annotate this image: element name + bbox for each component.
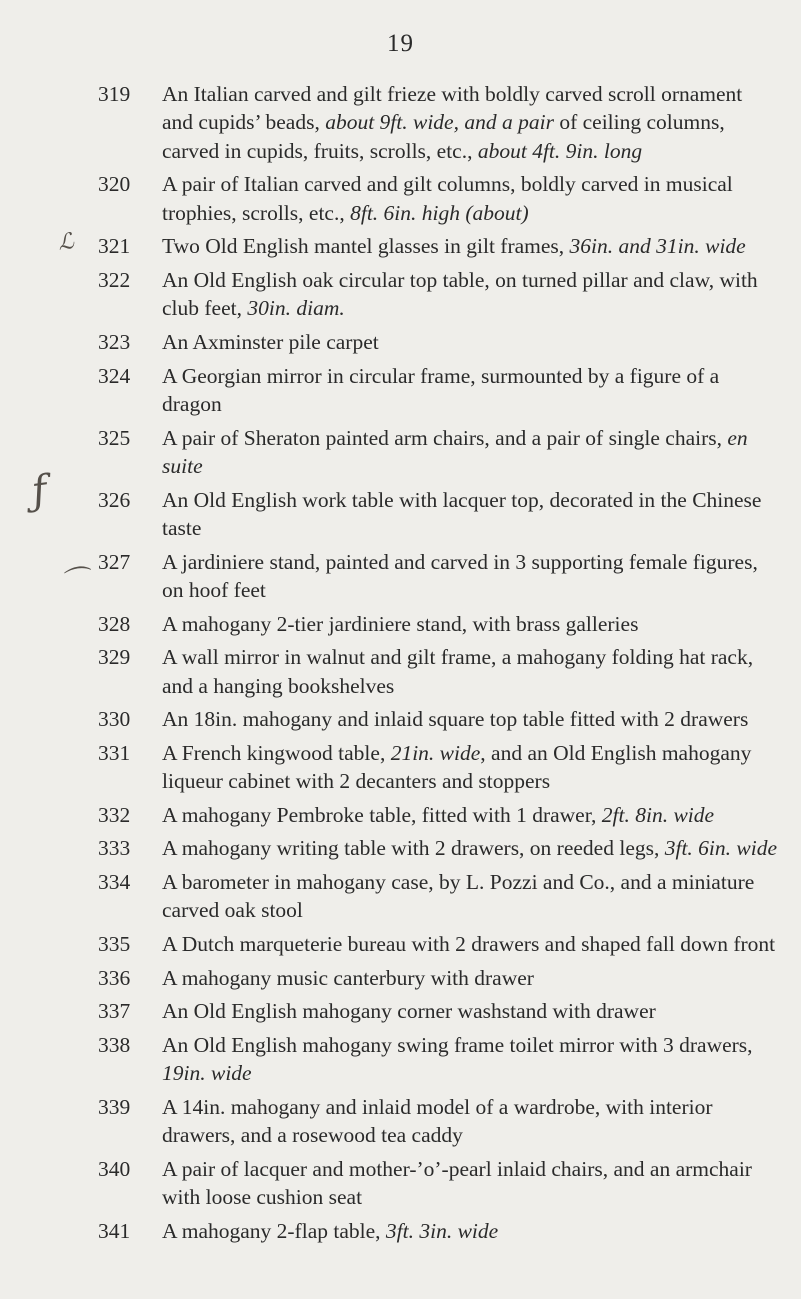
page-number: 19 bbox=[387, 30, 414, 57]
lot-entry bbox=[98, 801, 778, 829]
lot-description-text: A mahogany 2-flap table, bbox=[162, 1218, 386, 1243]
lot-description-text: An Old English mahogany swing frame toilet mirror with 3 drawers, bbox=[162, 1032, 753, 1057]
lot-dimensions: 30in. diam. bbox=[247, 296, 345, 321]
lot-description bbox=[162, 964, 778, 992]
lot-entry bbox=[98, 997, 778, 1025]
lot-description-text: A Dutch marqueterie bureau with 2 drawers and shaped fall down front bbox=[162, 931, 776, 956]
lot-description-text: An Italian carved and gilt frieze with boldly carved scroll ornament and cupids’ beads, bbox=[162, 82, 743, 135]
lot-entry bbox=[98, 834, 778, 862]
lot-description-text: A mahogany 2-tier jardiniere stand, with brass galleries bbox=[162, 611, 639, 636]
lot-description bbox=[162, 801, 778, 829]
lot-description bbox=[162, 328, 778, 356]
lot-dimensions: 2ft. 8in. wide bbox=[601, 802, 715, 827]
lot-entry bbox=[98, 643, 778, 700]
lot-number: 322 bbox=[98, 268, 131, 292]
lot-description-text: An Old English work table with lacquer top, decorated in the Chinese taste bbox=[162, 487, 762, 540]
lot-description-text: A French kingwood table, bbox=[162, 740, 391, 765]
lot-description bbox=[162, 232, 778, 260]
lot-description-text: A pair of lacquer and mother-’o’-pearl inlaid chairs, and an armchair with loose cushion seat bbox=[162, 1156, 752, 1210]
lot-description bbox=[162, 266, 778, 323]
lot-dimensions: 36in. and 31in. wide bbox=[569, 234, 746, 259]
lot-entry bbox=[98, 1155, 778, 1212]
lot-description bbox=[162, 486, 778, 543]
lot-entry bbox=[98, 548, 778, 605]
lot-entry bbox=[98, 362, 778, 419]
handwritten-mark: ƒ bbox=[28, 467, 50, 515]
lot-description bbox=[162, 362, 778, 419]
lot-dimensions: en suite bbox=[162, 425, 748, 478]
handwritten-mark: ℒ bbox=[56, 229, 76, 256]
lot-entry bbox=[98, 705, 778, 733]
lot-description-text: Two Old English mantel glasses in gilt frames, bbox=[162, 234, 570, 259]
lot-description-text: An Old English mahogany corner washstand with drawer bbox=[162, 999, 656, 1024]
lot-dimensions-secondary: about 4ft. 9in. long bbox=[477, 138, 643, 163]
lot-description bbox=[162, 548, 778, 605]
lot-description-text: An 18in. mahogany and inlaid square top table fitted with 2 drawers bbox=[162, 707, 749, 732]
lot-description bbox=[162, 997, 778, 1025]
lot-description-text: A pair of Italian carved and gilt columns, boldly carved in musical trophies, scrolls, etc., bbox=[162, 172, 733, 225]
lot-entry bbox=[98, 232, 778, 260]
lot-description bbox=[162, 1217, 778, 1245]
lot-entry bbox=[98, 610, 778, 638]
lot-description bbox=[162, 1093, 778, 1150]
lot-description bbox=[162, 610, 778, 638]
lot-number: 320 bbox=[98, 172, 131, 197]
lot-description bbox=[162, 80, 778, 165]
lot-number: 319 bbox=[98, 82, 131, 106]
lot-description bbox=[162, 424, 778, 481]
lot-description-text: A mahogany Pembroke table, fitted with 1 drawer, bbox=[162, 802, 602, 827]
lot-number: 323 bbox=[98, 330, 131, 354]
lot-number: 335 bbox=[98, 931, 131, 956]
lot-number: 338 bbox=[98, 1032, 131, 1057]
lot-entry bbox=[98, 328, 778, 356]
handwritten-mark: ⌒ bbox=[58, 563, 91, 600]
lot-entry bbox=[98, 1031, 778, 1088]
lot-number: 325 bbox=[98, 425, 131, 450]
lot-number: 333 bbox=[98, 836, 131, 861]
lot-dimensions: 3ft. 3in. wide bbox=[385, 1218, 499, 1243]
lot-entry bbox=[98, 424, 778, 481]
lot-dimensions: 3ft. 6in. wide bbox=[664, 836, 778, 861]
lot-number: 327 bbox=[98, 549, 131, 574]
lot-description bbox=[162, 868, 778, 925]
lot-description-text: A mahogany music canterbury with drawer bbox=[162, 965, 534, 990]
lot-description bbox=[162, 170, 778, 227]
lot-description bbox=[162, 1031, 778, 1088]
lot-description-continued: of ceiling columns, carved in cupids, fruits, scrolls, etc., bbox=[162, 110, 725, 163]
lot-number: 326 bbox=[98, 487, 131, 512]
lot-number: 331 bbox=[98, 740, 131, 765]
lot-description-text: A pair of Sheraton painted arm chairs, and a pair of single chairs, bbox=[162, 425, 728, 450]
lot-description-text: A Georgian mirror in circular frame, surmounted by a figure of a dragon bbox=[162, 363, 720, 416]
lot-number: 329 bbox=[98, 645, 131, 670]
lot-number: 337 bbox=[98, 999, 131, 1024]
lot-description bbox=[162, 834, 778, 862]
lot-description-text: An Axminster pile carpet bbox=[162, 330, 379, 354]
lot-entry bbox=[98, 1093, 778, 1150]
lot-description-text: A mahogany writing table with 2 drawers, on reeded legs, bbox=[162, 836, 665, 861]
lot-entry bbox=[98, 868, 778, 925]
lot-description bbox=[162, 1155, 778, 1212]
lot-entry bbox=[98, 170, 778, 227]
lot-number: 330 bbox=[98, 707, 131, 732]
lot-description-text: A wall mirror in walnut and gilt frame, a mahogany folding hat rack, and a hanging bookshelves bbox=[162, 645, 754, 698]
lot-dimensions: about 9ft. wide, and a pair bbox=[325, 110, 554, 135]
lot-description-text: A 14in. mahogany and inlaid model of a wardrobe, with interior drawers, and a rosewood tea caddy bbox=[162, 1094, 713, 1148]
lot-number: 328 bbox=[98, 611, 131, 636]
lot-entry bbox=[98, 930, 778, 958]
lot-description bbox=[162, 705, 778, 733]
lot-description-text: A jardiniere stand, painted and carved in 3 supporting female figures, on hoof feet bbox=[162, 549, 758, 602]
lot-entry bbox=[98, 266, 778, 323]
lot-description bbox=[162, 930, 778, 958]
lot-list bbox=[98, 80, 778, 1250]
lot-number: 324 bbox=[98, 363, 131, 388]
lot-description bbox=[162, 739, 778, 796]
lot-dimensions: 8ft. 6in. high (about) bbox=[350, 200, 529, 225]
lot-number: 340 bbox=[98, 1156, 131, 1181]
lot-number: 332 bbox=[98, 802, 131, 827]
lot-entry bbox=[98, 1217, 778, 1245]
lot-number: 336 bbox=[98, 965, 131, 990]
lot-number: 341 bbox=[98, 1218, 131, 1243]
lot-entry bbox=[98, 739, 778, 796]
lot-dimensions: 19in. wide bbox=[162, 1061, 252, 1086]
lot-number: 321 bbox=[98, 234, 131, 259]
lot-entry bbox=[98, 80, 778, 165]
lot-number: 334 bbox=[98, 869, 131, 894]
lot-description-continued: , and an Old English mahogany liqueur cabinet with 2 decanters and stoppers bbox=[162, 740, 752, 794]
lot-entry bbox=[98, 486, 778, 543]
lot-description-text: An Old English oak circular top table, on turned pillar and claw, with club feet, bbox=[162, 268, 758, 321]
lot-number: 339 bbox=[98, 1094, 131, 1119]
lot-entry bbox=[98, 964, 778, 992]
lot-description bbox=[162, 643, 778, 700]
lot-dimensions: 21in. wide bbox=[390, 740, 481, 765]
lot-description-text: A barometer in mahogany case, by L. Pozzi and Co., and a miniature carved oak stool bbox=[162, 869, 755, 923]
